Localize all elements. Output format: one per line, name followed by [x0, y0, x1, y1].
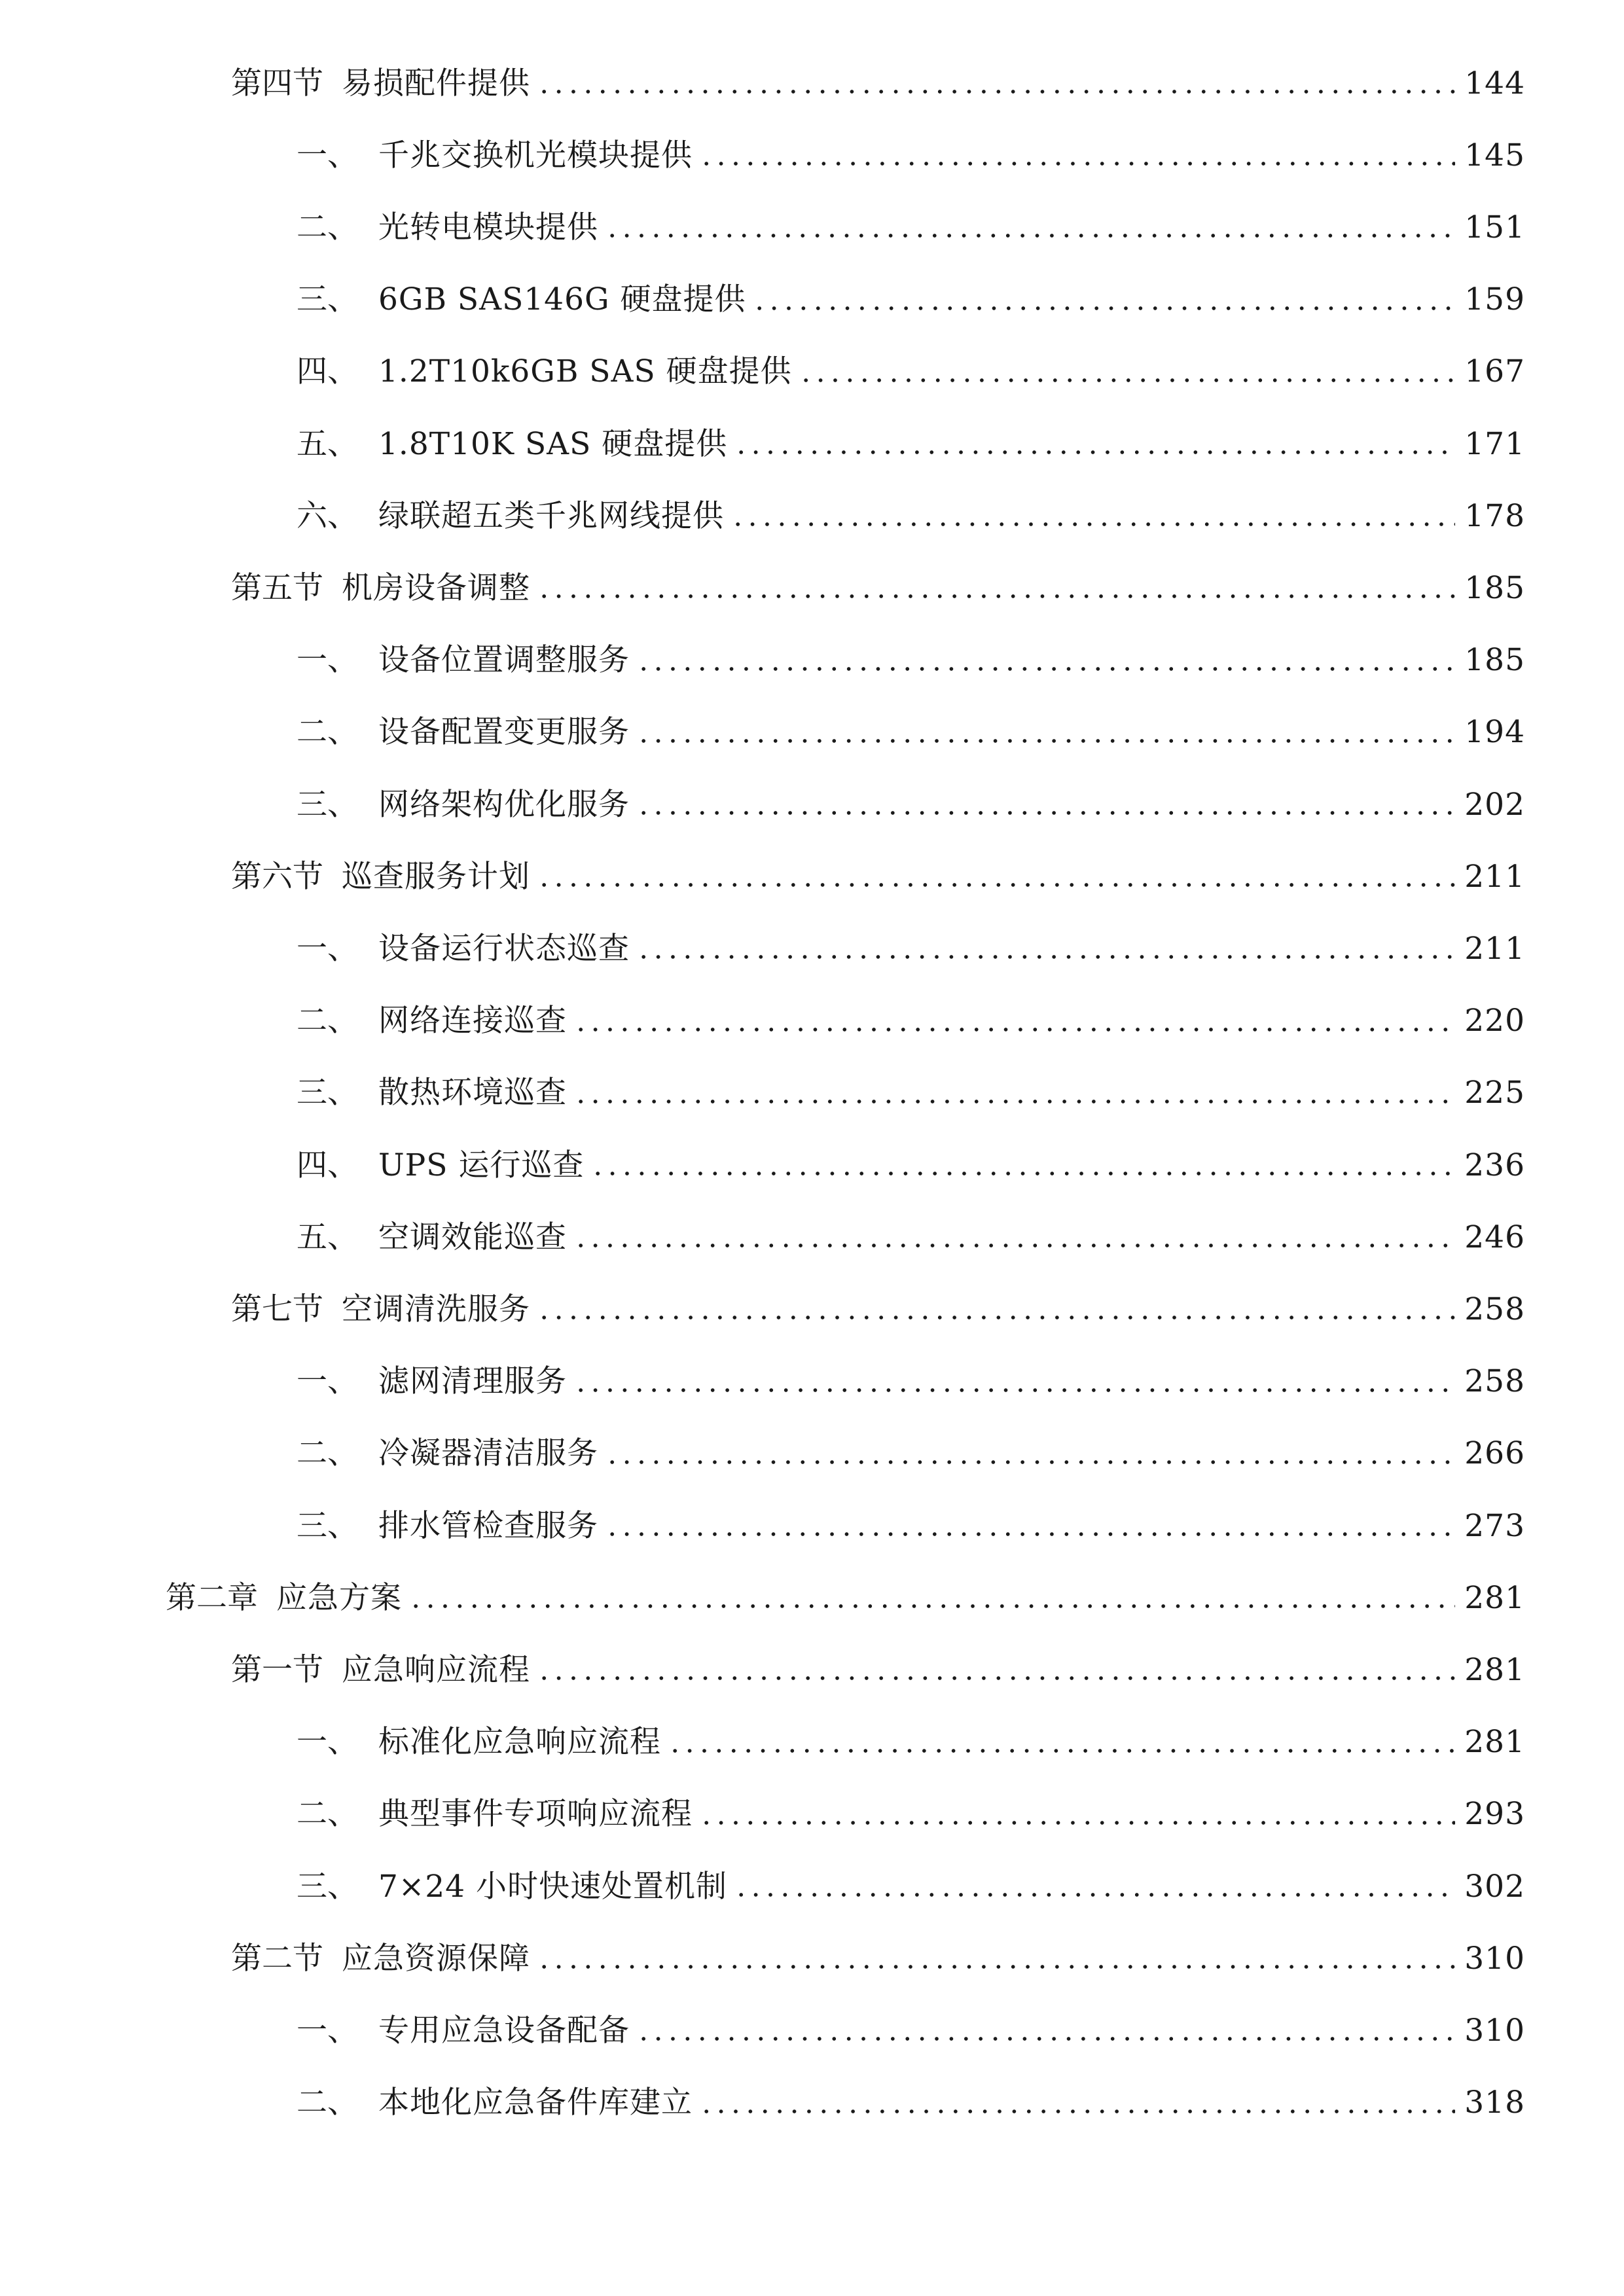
toc-entry-number: 一、 — [297, 2012, 358, 2049]
toc-entry[interactable] — [297, 1490, 1525, 1562]
toc-dot-leader — [668, 1748, 1455, 1754]
toc-dot-leader — [734, 449, 1455, 456]
toc-entry-number: 二、 — [297, 714, 358, 751]
toc-entry[interactable] — [297, 1418, 1525, 1490]
toc-entry-number: 三、 — [297, 786, 358, 823]
toc-entry-number: 二、 — [297, 209, 358, 245]
toc-entry-title: 机房设备调整 — [342, 569, 530, 606]
toc-entry[interactable] — [231, 1634, 1525, 1706]
toc-entry-number: 第四节 — [231, 65, 323, 101]
toc-dot-leader — [699, 2108, 1455, 2115]
toc-entry-title: 应急响应流程 — [342, 1651, 530, 1688]
toc-entry-number: 三、 — [297, 281, 358, 318]
toc-entry[interactable] — [166, 1562, 1525, 1634]
toc-entry-title: 专用应急设备配备 — [378, 2012, 630, 2049]
toc-entry-number: 三、 — [297, 1507, 358, 1544]
toc-dot-leader — [573, 1242, 1455, 1249]
toc-entry-number: 五、 — [297, 1219, 358, 1255]
toc-dot-leader — [605, 1531, 1455, 1537]
toc-entry-page-number: 171 — [1464, 425, 1525, 462]
toc-entry[interactable] — [231, 47, 1525, 119]
toc-entry[interactable] — [231, 552, 1525, 624]
toc-entry-title: 滤网清理服务 — [378, 1363, 567, 1400]
toc-entry-page-number: 185 — [1464, 569, 1525, 606]
toc-entry-number: 二、 — [297, 2085, 358, 2121]
toc-entry[interactable] — [297, 1850, 1525, 1922]
toc-entry-page-number: 281 — [1464, 1651, 1525, 1688]
toc-dot-leader — [734, 1892, 1455, 1898]
toc-entry[interactable] — [231, 1273, 1525, 1345]
toc-entry[interactable] — [297, 264, 1525, 336]
toc-dot-leader — [699, 160, 1455, 167]
toc-entry-number: 二、 — [297, 1796, 358, 1833]
toc-entry-page-number: 318 — [1464, 2085, 1525, 2121]
toc-entry-title: 易损配件提供 — [342, 65, 530, 101]
toc-entry-number: 一、 — [297, 1724, 358, 1761]
toc-entry-page-number: 167 — [1464, 353, 1525, 390]
toc-dot-leader — [731, 521, 1455, 528]
toc-entry-page-number: 151 — [1464, 209, 1525, 245]
toc-entry[interactable] — [231, 840, 1525, 912]
toc-dot-leader — [636, 2036, 1455, 2042]
toc-entry-page-number: 220 — [1464, 1003, 1525, 1039]
toc-entry-title: 应急方案 — [276, 1579, 402, 1616]
toc-dot-leader — [537, 1314, 1455, 1321]
toc-entry[interactable] — [297, 696, 1525, 768]
toc-entry-number: 第六节 — [231, 858, 323, 895]
toc-entry[interactable] — [297, 624, 1525, 696]
toc-entry-title: 空调清洗服务 — [342, 1291, 530, 1327]
toc-entry-number: 四、 — [297, 353, 358, 390]
toc-entry[interactable] — [297, 1994, 1525, 2066]
toc-entry[interactable] — [297, 119, 1525, 191]
toc-dot-leader — [799, 377, 1456, 384]
toc-entry-page-number: 293 — [1464, 1796, 1525, 1833]
toc-dot-leader — [537, 593, 1455, 600]
toc-entry[interactable] — [297, 408, 1525, 480]
toc-entry-number: 第一节 — [231, 1651, 323, 1688]
toc-entry-page-number: 258 — [1464, 1363, 1525, 1400]
toc-entry-number: 一、 — [297, 1363, 358, 1400]
toc-entry-number: 二、 — [297, 1003, 358, 1039]
toc-entry[interactable] — [297, 1778, 1525, 1850]
toc-entry-title: 网络连接巡查 — [378, 1003, 567, 1039]
toc-entry-page-number: 145 — [1464, 137, 1525, 173]
toc-entry[interactable] — [297, 2067, 1525, 2139]
toc-entry-number: 第五节 — [231, 569, 323, 606]
toc-entry-page-number: 310 — [1464, 1940, 1525, 1977]
toc-entry-title: 空调效能巡查 — [378, 1219, 567, 1255]
toc-dot-leader — [537, 1964, 1455, 1970]
toc-entry-page-number: 202 — [1464, 786, 1525, 823]
toc-entry[interactable] — [231, 1922, 1525, 1994]
toc-dot-leader — [573, 1026, 1455, 1033]
toc-dot-leader — [408, 1603, 1455, 1609]
toc-dot-leader — [605, 232, 1455, 239]
toc-dot-leader — [537, 882, 1455, 888]
toc-dot-leader — [636, 954, 1455, 960]
toc-entry-title: 设备运行状态巡查 — [378, 930, 630, 967]
toc-entry[interactable] — [297, 1201, 1525, 1273]
toc-entry-number: 四、 — [297, 1147, 358, 1183]
toc-entry-title: 散热环境巡查 — [378, 1075, 567, 1111]
toc-entry-page-number: 302 — [1464, 1868, 1525, 1905]
toc-entry-title: 标准化应急响应流程 — [378, 1724, 661, 1761]
toc-entry-page-number: 236 — [1464, 1147, 1525, 1183]
toc-dot-leader — [573, 1098, 1455, 1105]
toc-entry-number: 第二节 — [231, 1940, 323, 1977]
toc-entry[interactable] — [297, 1706, 1525, 1778]
toc-entry[interactable] — [297, 191, 1525, 263]
toc-entry-number: 五、 — [297, 425, 358, 462]
toc-entry-page-number: 194 — [1464, 714, 1525, 751]
toc-entry-page-number: 178 — [1464, 497, 1525, 534]
toc-entry-number: 三、 — [297, 1075, 358, 1111]
toc-entry-title: 巡查服务计划 — [342, 858, 530, 895]
toc-entry-page-number: 225 — [1464, 1075, 1525, 1111]
toc-entry-title: 千兆交换机光模块提供 — [378, 137, 693, 173]
toc-entry-title: 绿联超五类千兆网线提供 — [378, 497, 724, 534]
toc-entry-number: 一、 — [297, 642, 358, 679]
toc-entry[interactable] — [297, 1057, 1525, 1129]
toc-entry-page-number: 258 — [1464, 1291, 1525, 1327]
toc-dot-leader — [636, 738, 1455, 744]
toc-entry-number: 第二章 — [166, 1579, 258, 1616]
toc-dot-leader — [537, 88, 1455, 95]
toc-entry-page-number: 144 — [1464, 65, 1525, 101]
toc-dot-leader — [605, 1459, 1455, 1465]
toc-entry-title: 典型事件专项响应流程 — [378, 1796, 693, 1833]
toc-entry-title: 本地化应急备件库建立 — [378, 2085, 693, 2121]
toc-entry-title: 光转电模块提供 — [378, 209, 598, 245]
toc-entry-number: 一、 — [297, 930, 358, 967]
toc-entry[interactable] — [297, 1129, 1525, 1201]
toc-entry-title: UPS 运行巡查 — [378, 1147, 585, 1183]
toc-entry-number: 三、 — [297, 1868, 358, 1905]
toc-entry-title: 6GB SAS146G 硬盘提供 — [378, 281, 746, 318]
toc-entry-title: 设备位置调整服务 — [378, 642, 630, 679]
toc-entry-page-number: 281 — [1464, 1724, 1525, 1761]
toc-dot-leader — [636, 666, 1455, 672]
toc-entry-page-number: 310 — [1464, 2012, 1525, 2049]
toc-entry-page-number: 185 — [1464, 642, 1525, 679]
toc-entry-title: 排水管检查服务 — [378, 1507, 598, 1544]
toc-entry-page-number: 281 — [1464, 1579, 1525, 1616]
toc-dot-leader — [573, 1387, 1455, 1393]
toc-dot-leader — [590, 1170, 1455, 1177]
toc-dot-leader — [537, 1675, 1455, 1681]
toc-entry-page-number: 266 — [1464, 1435, 1525, 1472]
toc-dot-leader — [752, 305, 1455, 312]
toc-entry[interactable] — [297, 336, 1525, 408]
toc-dot-leader — [699, 1820, 1455, 1826]
toc-entry-page-number: 273 — [1464, 1507, 1525, 1544]
toc-entry[interactable] — [297, 912, 1525, 984]
toc-entry-number: 六、 — [297, 497, 358, 534]
toc-entry-title: 1.2T10k6GB SAS 硬盘提供 — [378, 353, 792, 390]
toc-entry-number: 第七节 — [231, 1291, 323, 1327]
toc-entry-title: 应急资源保障 — [342, 1940, 530, 1977]
toc-entry-number: 一、 — [297, 137, 358, 173]
toc-entry-title: 7×24 小时快速处置机制 — [378, 1868, 728, 1905]
toc-entry-title: 1.8T10K SAS 硬盘提供 — [378, 425, 728, 462]
toc-entry-title: 设备配置变更服务 — [378, 714, 630, 751]
toc-entry-page-number: 211 — [1464, 858, 1525, 895]
toc-entry-number: 二、 — [297, 1435, 358, 1472]
toc-entry[interactable] — [297, 768, 1525, 840]
toc-dot-leader — [636, 810, 1455, 816]
toc-entry[interactable] — [297, 1346, 1525, 1418]
toc-entry[interactable] — [297, 480, 1525, 552]
toc-entry[interactable] — [297, 985, 1525, 1057]
toc-entry-page-number: 159 — [1464, 281, 1525, 318]
toc-entry-page-number: 211 — [1464, 930, 1525, 967]
toc-entry-title: 网络架构优化服务 — [378, 786, 630, 823]
toc-entry-page-number: 246 — [1464, 1219, 1525, 1255]
toc-entry-title: 冷凝器清洁服务 — [378, 1435, 598, 1472]
